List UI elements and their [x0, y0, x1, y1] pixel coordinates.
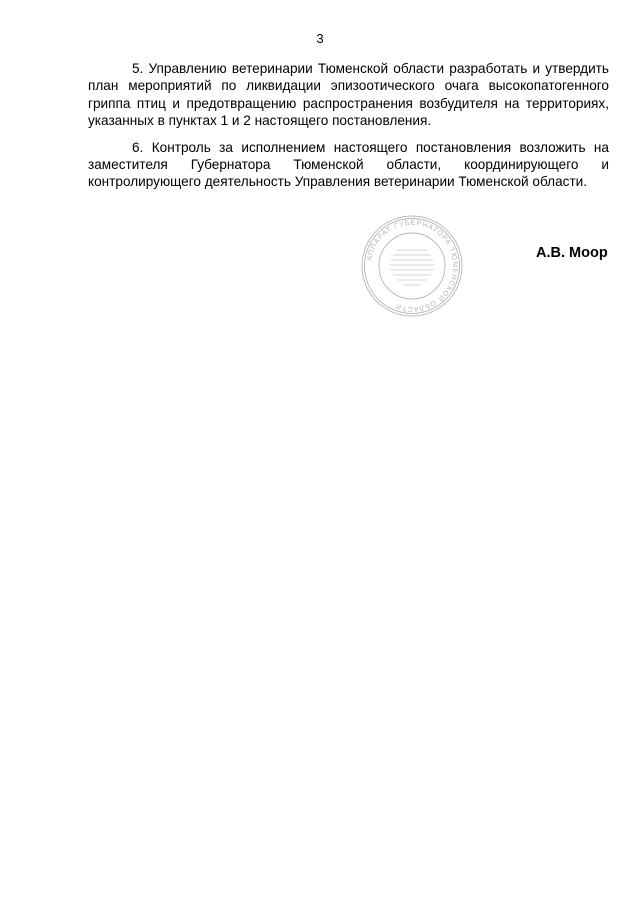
- signer-name: А.В. Моор: [536, 245, 608, 261]
- paragraph-6: 6. Контроль за исполнением настоящего постановления возложить на заместителя Губернатора Тюменской области, координирующего и контролирующего деятельность Управления ветеринарии Тюменской области.: [88, 139, 609, 190]
- page-number: 3: [316, 31, 324, 46]
- official-stamp-seal: [357, 214, 467, 318]
- document-body: [88, 60, 609, 200]
- paragraph-5: 5. Управлению ветеринарии Тюменской области разработать и утвердить план мероприятий по ликвидации эпизоотического очага высокопатогенного гриппа птиц и предотвращению распространения возбудителя на территориях, указанных в пунктах 1 и 2 настоящего постановления.: [88, 61, 609, 129]
- svg-text:АППАРАТ ГУБЕРНАТОРА ТЮМЕНСКОЙ: АППАРАТ ГУБЕРНАТОРА ТЮМЕНСКОЙ ОБЛАСТИ: [366, 219, 459, 313]
